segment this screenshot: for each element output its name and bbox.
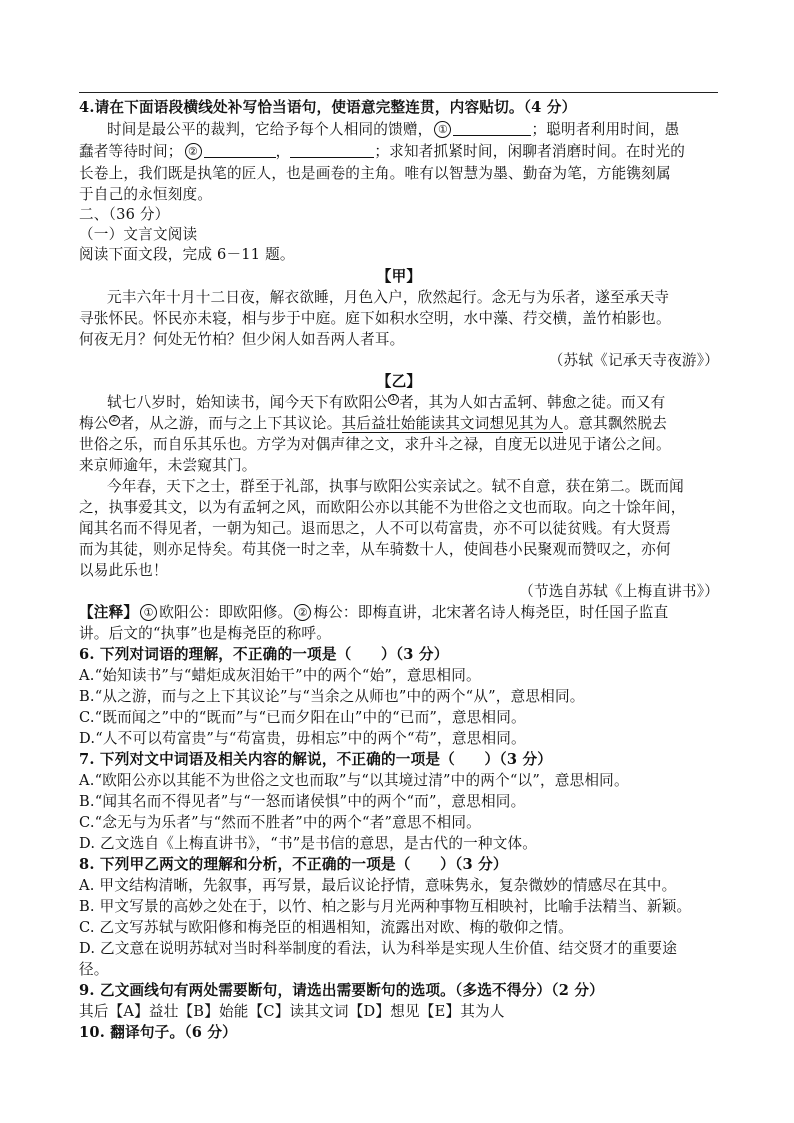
q7-option-a[interactable]: A.“欧阳公亦以其能不为世俗之文也而取”与“以其境过清”中的两个“以”，意思相同。 (79, 772, 629, 789)
section-heading: 二、（36 分） (79, 206, 170, 223)
q8-option-a[interactable]: A. 甲文结构清晰，先叙事，再写景，最后议论抒情，意味隽永，复杂微妙的情感尽在其中。 (79, 877, 677, 894)
q4-title: 4.请在下面语段横线处补写恰当语句，使语意完整连贯，内容贴切。（4 分） (79, 99, 577, 116)
passage-jia-line: 何夜无月？何处无竹柏？但少闲人如吾两人者耳。 (79, 331, 405, 348)
passage-yi-line: 来京师逾年，未尝窥其门。 (79, 457, 257, 474)
passage-yi-text: 者，从之游，而与之上下其议论。 (119, 415, 342, 432)
q8-stem: 8. 下列甲乙两文的理解和分析，不正确的一项是（ ）（3 分） (79, 856, 508, 873)
q7-stem: 7. 下列对文中词语及相关内容的解说，不正确的一项是（ ）（3 分） (79, 751, 553, 768)
reading-instruction: 阅读下面文段，完成 6－11 题。 (79, 246, 295, 263)
passage-yi-line: 闻其名而不得见者，一朝为知己。退而思之，人不可以苟富贵，亦不可以徒贫贱。有大贤焉 (79, 520, 671, 537)
q4-line-1 (107, 120, 729, 140)
q6-stem: 6. 下列对词语的理解，不正确的一项是（ ）（3 分） (79, 646, 449, 663)
passage-jia-line: 寻张怀民。怀民亦未寝，相与步于中庭。庭下如积水空明，水中藻、荇交横，盖竹柏影也。 (79, 310, 671, 327)
passage-jia-label: 【甲】 (376, 268, 422, 285)
passage-yi-text: 。意其飘然脱去 (563, 415, 667, 432)
q6-option-a[interactable]: A.“始知读书”与“蜡炬成灰泪始干”中的两个“始”，意思相同。 (79, 667, 481, 684)
q7-option-b[interactable]: B.“闻其名而不得见者”与“一怒而诸侯惧”中的两个“而”，意思相同。 (79, 793, 526, 810)
q9-stem: 9. 乙文画线句有两处需要断句，请选出需要断句的选项。（多选不得分）（2 分） (79, 982, 604, 999)
note-marker-2: ② (294, 604, 311, 621)
q8-option-c[interactable]: C. 乙文写苏轼与欧阳修和梅尧臣的相遇相知，流露出对欧、梅的敬仰之情。 (79, 919, 573, 936)
blank-marker-2: ② (185, 143, 202, 160)
answer-blank-1[interactable] (453, 120, 531, 136)
q7-option-c[interactable]: C.“念无与为乐者”与“然而不胜者”中的两个“者”意思不相同。 (79, 814, 481, 831)
q4-text-1a: 时间是最公平的裁判，它给予每个人相同的馈赠， (107, 121, 433, 138)
q4-text-1b: ；聪明者利用时间，愚 (531, 121, 680, 138)
q6-option-c[interactable]: C.“既而闻之”中的“既而”与“已而夕阳在山”中的“已而”，意思相同。 (79, 709, 526, 726)
answer-blank-2b[interactable] (290, 142, 374, 158)
passage-yi-text: 者，其为人如古孟轲、韩愈之徒。而又有 (399, 394, 666, 411)
top-rule (79, 92, 718, 93)
notes-line-1 (79, 603, 729, 623)
blank-marker-1: ① (434, 121, 451, 138)
notes-label: 【注释】 (79, 604, 139, 621)
passage-jia-source: （苏轼《记承天寺夜游》） (548, 352, 719, 369)
q4-text-2c: ；求知者抓紧时间，闲聊者消磨时间。在时光的 (374, 143, 686, 160)
q4-line-4: 于自己的永恒刻度。 (79, 186, 213, 203)
q4-text-2a: 蠢者等待时间； (79, 143, 183, 160)
passage-yi-line: 以易此乐也！ (79, 562, 168, 579)
passage-yi-label: 【乙】 (376, 373, 422, 390)
subsection-heading: （一）文言文阅读 (79, 226, 198, 243)
passage-yi-text: 轼七八岁时，始知读书，闻今天下有欧阳公 (107, 394, 389, 411)
note-ref-2: ② (109, 415, 119, 425)
answer-blank-2a[interactable] (204, 142, 276, 158)
note-text-1: 欧阳公：即欧阳修。 (159, 604, 293, 621)
passage-yi-line (79, 414, 729, 434)
notes-line-2: 讲。后文的“执事”也是梅尧臣的称呼。 (79, 625, 332, 642)
q8-option-d-cont: 径。 (79, 961, 109, 978)
q7-option-d[interactable]: D. 乙文选自《上梅直讲书》，“书”是书信的意思，是古代的一种文体。 (79, 835, 538, 852)
passage-jia-line: 元丰六年十月十二日夜，解衣欲睡，月色入户，欣然起行。念无与为乐者，遂至承天寺 (107, 289, 670, 306)
q8-option-b[interactable]: B. 甲文写景的高妙之处在于，以竹、柏之影与月光两种事物互相映衬，比喻手法精当、新颖。 (79, 898, 692, 915)
q4-text-2b: ， (275, 143, 291, 160)
q6-option-b[interactable]: B.“从之游，而与之上下其议论”与“当余之从师也”中的两个“从”，意思相同。 (79, 688, 585, 705)
q10-stem: 10. 翻译句子。（6 分） (79, 1024, 237, 1041)
passage-yi-source: （节选自苏轼《上梅直讲书》） (519, 583, 719, 600)
q4-line-3: 长卷上，我们既是执笔的匠人，也是画卷的主角。唯有以智慧为墨、勤奋为笔，方能镌刻属 (79, 165, 671, 182)
note-marker-1: ① (140, 604, 157, 621)
q8-option-d[interactable]: D. 乙文意在说明苏轼对当时科举制度的看法，认为科举是实现人生价值、结交贤才的重要途 (79, 940, 678, 957)
note-text-2: 梅公：即梅直讲，北宋著名诗人梅尧臣，时任国子监直 (313, 604, 669, 621)
passage-yi-line (107, 393, 729, 413)
q4-line-2 (79, 142, 729, 162)
underlined-sentence: 其后益壮始能读其文词想见其为人 (341, 415, 564, 432)
passage-yi-line: 而为其徒，则亦足恃矣。苟其侥一时之幸，从车骑数十人，使闾巷小民聚观而赞叹之，亦何 (79, 541, 671, 558)
passage-yi-text: 梅公 (79, 415, 109, 432)
note-ref-1: ① (389, 394, 398, 404)
q6-option-d[interactable]: D.“人不可以苟富贵”与“苟富贵，毋相忘”中的两个“苟”，意思相同。 (79, 730, 526, 747)
passage-yi-line: 之，执事爱其文，以为有孟轲之风，而欧阳公亦以其能不为世俗之文也而取。向之十馀年间， (79, 499, 686, 516)
passage-yi-line: 今年春，天下之士，群至于礼部，执事与欧阳公实亲试之。轼不自意，获在第二。既而闻 (107, 478, 684, 495)
q9-choices[interactable]: 其后【A】益壮【B】始能【C】读其文词【D】想见【E】其为人 (79, 1003, 505, 1020)
passage-yi-line: 世俗之乐，而自乐其乐也。方学为对偶声律之文，求升斗之禄，自度无以进见于诸公之间。 (79, 436, 671, 453)
